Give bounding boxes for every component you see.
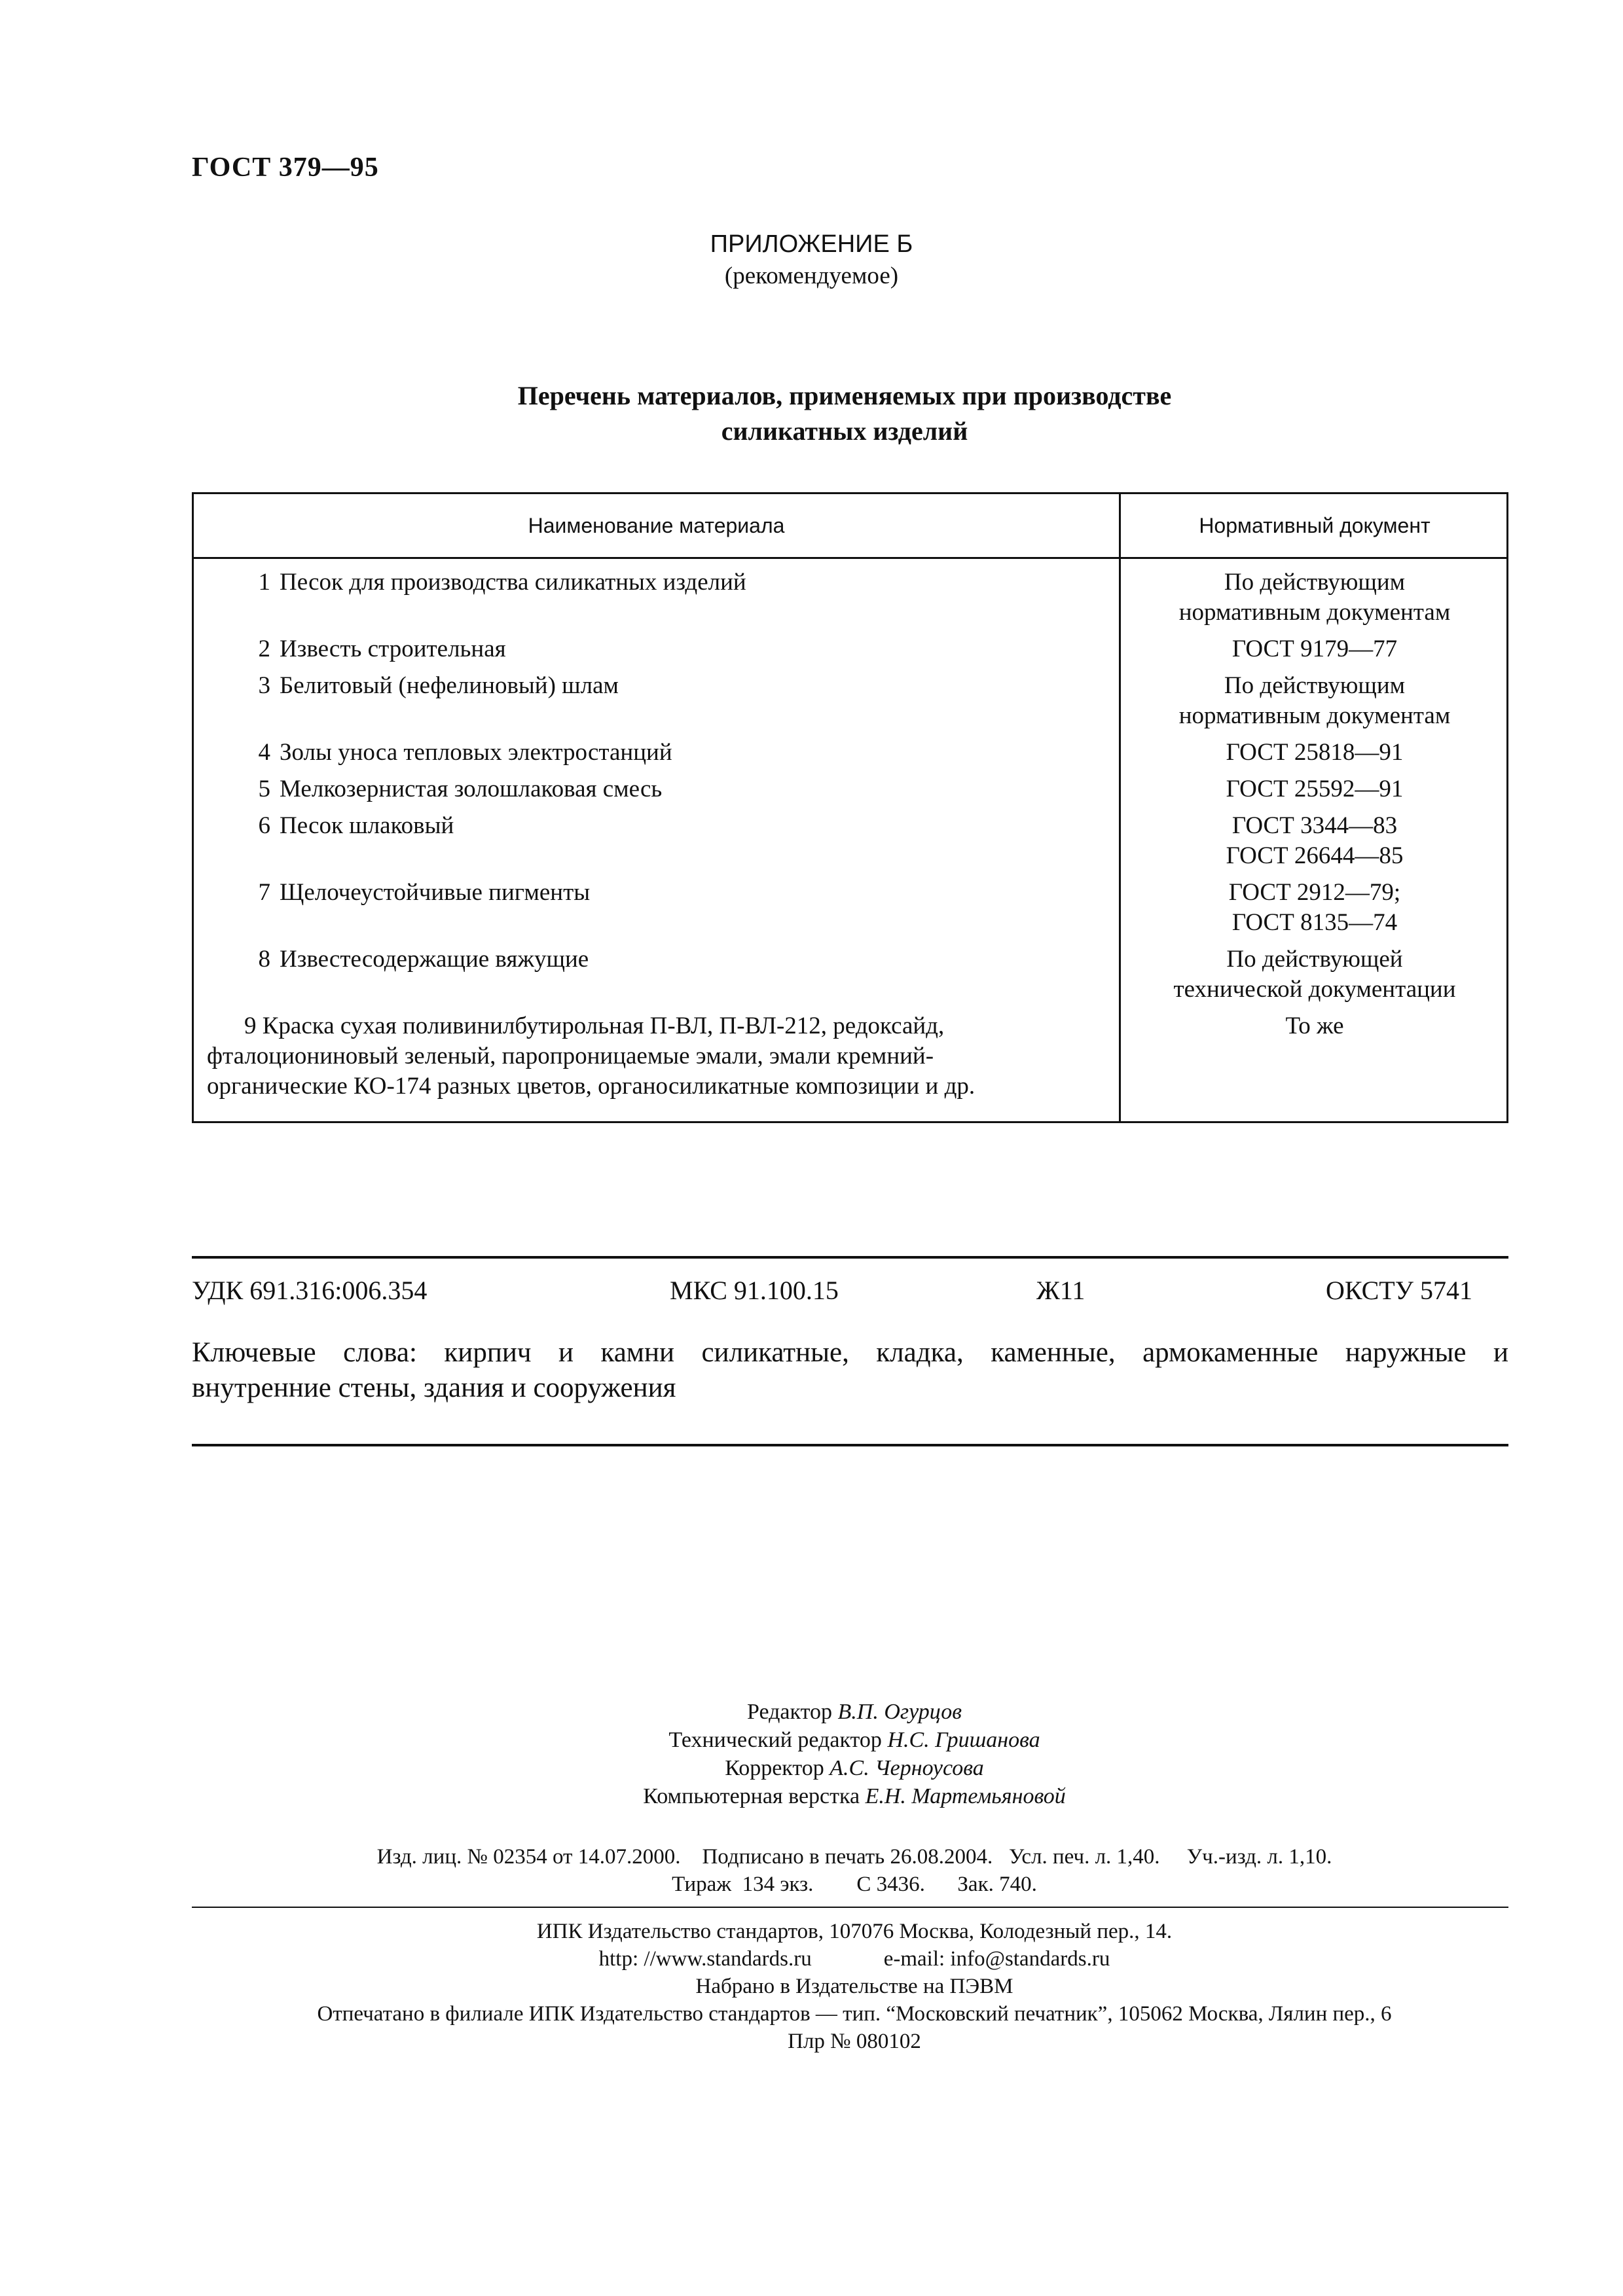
credit-name: Н.С. Гришанова <box>887 1728 1040 1752</box>
row-number: 1 <box>258 569 270 596</box>
document-line: ГОСТ 2912—79; <box>1228 879 1401 906</box>
document-line: ГОСТ 8135—74 <box>1231 909 1398 936</box>
row-number: 2 <box>258 636 270 662</box>
normative-document <box>1121 1011 1508 1041</box>
udk-code: УДК 691.316:006.354 <box>192 1276 428 1305</box>
document-line: ГОСТ 3344—83 <box>1231 812 1398 839</box>
row-number: 3 <box>258 672 270 699</box>
document-line: ГОСТ 26644—85 <box>1226 842 1404 869</box>
publisher-email: e-mail: info@standards.ru <box>883 1947 1110 1971</box>
material-label-line: органические КО-174 разных цветов, органосиликатные композиции и др. <box>207 1073 976 1100</box>
imprint-line-1: Изд. лиц. № 02354 от 14.07.2000. Подписано в печать 26.08.2004. Усл. печ. л. 1,40. Уч.-изд. л. 1,10. <box>376 1845 1332 1869</box>
material-name <box>244 567 1108 598</box>
credit-tech-editor <box>0 1726 1623 1754</box>
imprint-block <box>0 1843 1623 1898</box>
credit-name: А.С. Черноусова <box>830 1756 984 1780</box>
material-label: Известесодержащие вяжущие <box>280 946 589 973</box>
credit-name: Е.Н. Мартемьяновой <box>865 1784 1066 1808</box>
credit-corrector <box>0 1754 1623 1782</box>
section-rule-top <box>192 1256 1508 1259</box>
publisher-contacts <box>0 1945 1623 1973</box>
appendix-subtitle: (рекомендуемое) <box>724 262 899 289</box>
material-name <box>244 944 1108 975</box>
normative-document <box>1121 774 1508 804</box>
document-line: То же <box>1285 1013 1344 1039</box>
credit-layout <box>0 1782 1623 1810</box>
credit-label: Технический редактор <box>668 1728 882 1752</box>
normative-document <box>1121 878 1508 938</box>
keywords-line-1: Ключевые слова: кирпич и камни силикатные, кладка, каменные, армокаменные наружные и <box>192 1337 1508 1368</box>
material-name <box>244 671 1108 701</box>
document-line: ГОСТ 25818—91 <box>1226 739 1404 766</box>
row-number: 4 <box>258 739 270 766</box>
table-title-line-1: Перечень материалов, применяемых при производстве <box>517 381 1172 410</box>
document-line: нормативным документам <box>1178 599 1451 626</box>
normative-document <box>1121 811 1508 871</box>
material-label: Белитовый (нефелиновый) шлам <box>280 672 619 699</box>
material-name <box>244 811 1108 841</box>
group-code: Ж11 <box>1036 1276 1085 1305</box>
normative-document <box>1121 671 1508 731</box>
material-label: Золы уноса тепловых электростанций <box>280 739 672 766</box>
table-title <box>0 378 1623 449</box>
mks-code: МКС 91.100.15 <box>670 1276 839 1305</box>
materials-table <box>192 492 1508 1123</box>
material-label: Песок для производства силикатных изделий <box>280 569 746 596</box>
imprint-rule <box>192 1907 1508 1908</box>
material-label: Песок шлаковый <box>280 812 454 839</box>
publisher-license: Плр № 080102 <box>788 2030 921 2053</box>
credit-name: В.П. Огурцов <box>837 1700 962 1724</box>
document-line: По действующим <box>1224 569 1406 596</box>
normative-document <box>1121 944 1508 1005</box>
credits-block <box>0 1698 1623 1810</box>
material-name <box>244 878 1108 908</box>
publisher-website: http: //www.standards.ru <box>598 1947 812 1971</box>
document-line: ГОСТ 9179—77 <box>1231 636 1398 662</box>
material-label: Известь строительная <box>280 636 506 662</box>
row-number: 7 <box>258 879 270 906</box>
credit-label: Компьютерная верстка <box>643 1784 860 1808</box>
publisher-printed: Отпечатано в филиале ИПК Издательство стандартов — тип. “Московский печатник”, 105062 Москва, Лялин пер., 6 <box>317 2002 1392 2026</box>
document-line: По действующей <box>1226 946 1403 973</box>
material-name <box>207 1011 1110 1102</box>
material-name <box>244 774 1108 804</box>
material-label-line: 9 Краска сухая поливинилбутирольная П-ВЛ, П-ВЛ-212, редоксайд, <box>244 1013 945 1039</box>
document-header: ГОСТ 379—95 <box>192 152 379 183</box>
table-title-line-2: силикатных изделий <box>721 416 968 446</box>
header-divider <box>194 557 1506 559</box>
document-line: технической документации <box>1173 976 1456 1003</box>
column-header-document: Нормативный документ <box>1199 514 1431 537</box>
document-line: По действующим <box>1224 672 1406 699</box>
keywords <box>192 1335 1508 1406</box>
normative-document <box>1121 634 1508 664</box>
publisher-typeset: Набрано в Издательстве на ПЭВМ <box>695 1975 1013 1998</box>
appendix-title: ПРИЛОЖЕНИЕ Б <box>710 230 913 258</box>
material-name <box>244 634 1108 664</box>
credit-label: Корректор <box>725 1756 824 1780</box>
publisher-block <box>0 1918 1623 2055</box>
row-number: 8 <box>258 946 270 973</box>
credit-label: Редактор <box>747 1700 832 1724</box>
material-name <box>244 738 1108 768</box>
material-label: Щелочеустойчивые пигменты <box>280 879 591 906</box>
imprint-line-2: Тираж 134 экз. С 3436. Зак. 740. <box>672 1873 1037 1896</box>
document-line: нормативным документам <box>1178 702 1451 729</box>
okstu-code: ОКСТУ 5741 <box>1326 1276 1473 1305</box>
row-number: 6 <box>258 812 270 839</box>
section-rule-bottom <box>192 1444 1508 1446</box>
material-label: Мелкозернистая золошлаковая смесь <box>280 776 663 802</box>
keywords-line-2: внутренние стены, здания и сооружения <box>192 1372 676 1403</box>
column-header-material: Наименование материала <box>528 514 785 537</box>
normative-document <box>1121 738 1508 768</box>
normative-document <box>1121 567 1508 628</box>
row-number: 5 <box>258 776 270 802</box>
publisher-address: ИПК Издательство стандартов, 107076 Москва, Колодезный пер., 14. <box>536 1920 1173 1943</box>
credit-editor <box>0 1698 1623 1726</box>
material-label-line: фталоционинoвый зеленый, паропроницаемые эмали, эмали кремний- <box>207 1043 934 1069</box>
document-line: ГОСТ 25592—91 <box>1226 776 1404 802</box>
